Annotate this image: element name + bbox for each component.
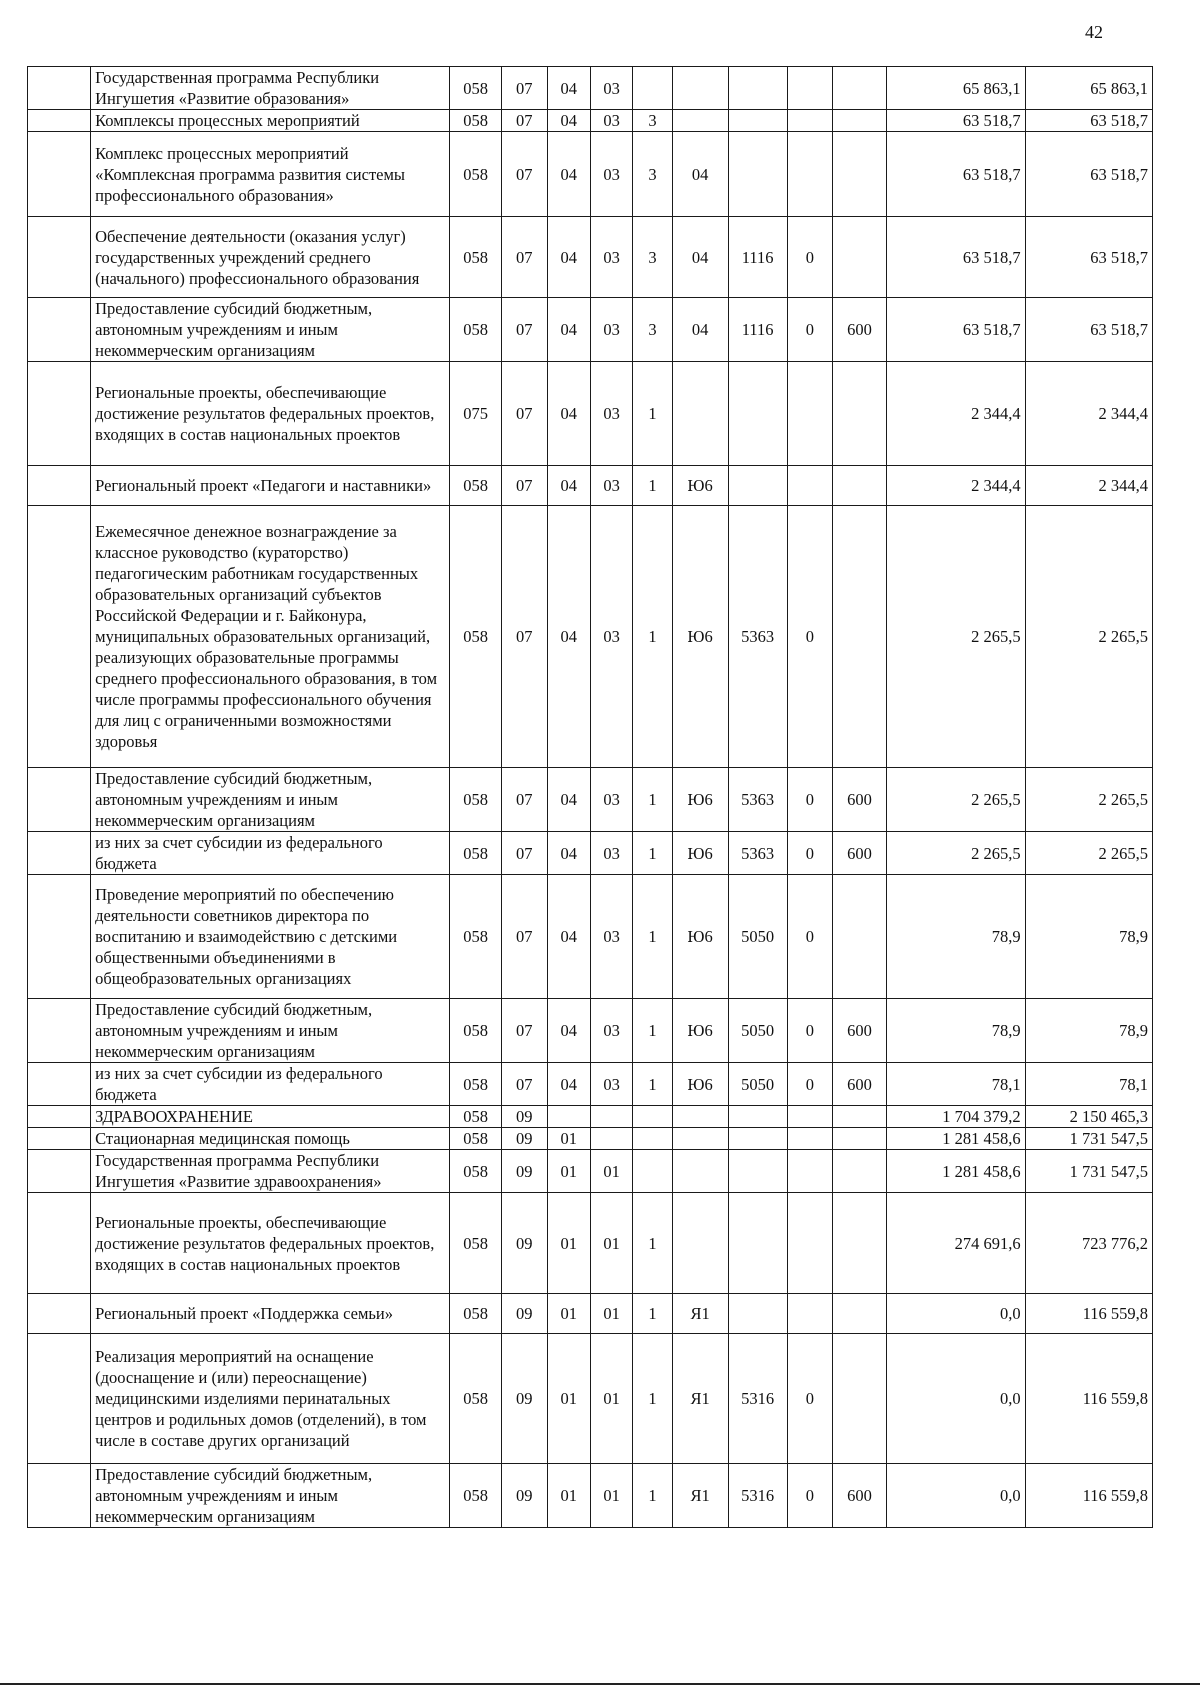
ved-cell: 058 xyxy=(450,1294,502,1334)
page-number: 42 xyxy=(1085,22,1103,42)
p2-cell: 1 xyxy=(633,1294,672,1334)
ved-cell: 058 xyxy=(450,506,502,768)
sum2-cell: 116 559,8 xyxy=(1025,1464,1152,1528)
row-number-cell xyxy=(28,832,91,875)
vr-cell: 600 xyxy=(833,999,887,1063)
p4-cell: 5050 xyxy=(728,999,787,1063)
vr-cell xyxy=(833,217,887,298)
item-name-cell: Предоставление субсидий бюджетным, автономным учреждениям и иным некоммерческим организациям xyxy=(91,768,450,832)
sum1-cell: 78,9 xyxy=(886,875,1025,999)
p5-cell xyxy=(787,110,833,132)
ved-cell: 058 xyxy=(450,466,502,506)
item-name-cell: Предоставление субсидий бюджетным, автономным учреждениям и иным некоммерческим организациям xyxy=(91,1464,450,1528)
sum1-cell: 0,0 xyxy=(886,1334,1025,1464)
row-number-cell xyxy=(28,1150,91,1193)
p1-cell: 03 xyxy=(590,110,632,132)
p5-cell: 0 xyxy=(787,1464,833,1528)
table-row xyxy=(28,67,1153,110)
pr-cell: 01 xyxy=(547,1193,590,1294)
p2-cell: 1 xyxy=(633,1193,672,1294)
p2-cell: 3 xyxy=(633,132,672,217)
p4-cell: 5050 xyxy=(728,875,787,999)
pr-cell: 04 xyxy=(547,362,590,466)
item-name-cell: Региональные проекты, обеспечивающие достижение результатов федеральных проектов, входящих в состав национальных проектов xyxy=(91,1193,450,1294)
p4-cell xyxy=(728,67,787,110)
p3-cell xyxy=(672,1150,728,1193)
p4-cell xyxy=(728,132,787,217)
p1-cell: 03 xyxy=(590,1063,632,1106)
sum1-cell: 2 344,4 xyxy=(886,466,1025,506)
table-row xyxy=(28,1128,1153,1150)
p1-cell xyxy=(590,1128,632,1150)
sum2-cell: 63 518,7 xyxy=(1025,298,1152,362)
ved-cell: 058 xyxy=(450,1106,502,1128)
p4-cell xyxy=(728,466,787,506)
p3-cell xyxy=(672,110,728,132)
sum1-cell: 63 518,7 xyxy=(886,217,1025,298)
pr-cell: 04 xyxy=(547,466,590,506)
table-row xyxy=(28,132,1153,217)
ved-cell: 058 xyxy=(450,832,502,875)
sum2-cell: 116 559,8 xyxy=(1025,1294,1152,1334)
row-number-cell xyxy=(28,1294,91,1334)
row-number-cell xyxy=(28,110,91,132)
ved-cell: 058 xyxy=(450,1193,502,1294)
p5-cell xyxy=(787,466,833,506)
p2-cell xyxy=(633,1150,672,1193)
item-name-cell: Региональные проекты, обеспечивающие достижение результатов федеральных проектов, входящих в состав национальных проектов xyxy=(91,362,450,466)
ved-cell: 058 xyxy=(450,110,502,132)
sum1-cell: 65 863,1 xyxy=(886,67,1025,110)
table-row xyxy=(28,1334,1153,1464)
vr-cell: 600 xyxy=(833,1464,887,1528)
rz-cell: 09 xyxy=(501,1150,547,1193)
p1-cell: 01 xyxy=(590,1334,632,1464)
p4-cell xyxy=(728,110,787,132)
sum2-cell: 1 731 547,5 xyxy=(1025,1128,1152,1150)
table-row xyxy=(28,466,1153,506)
sum2-cell: 2 265,5 xyxy=(1025,506,1152,768)
sum1-cell: 2 265,5 xyxy=(886,832,1025,875)
p4-cell xyxy=(728,1106,787,1128)
p5-cell: 0 xyxy=(787,1063,833,1106)
sum1-cell: 78,1 xyxy=(886,1063,1025,1106)
pr-cell: 04 xyxy=(547,110,590,132)
p1-cell: 03 xyxy=(590,298,632,362)
table-row xyxy=(28,298,1153,362)
rz-cell: 07 xyxy=(501,110,547,132)
sum2-cell: 2 150 465,3 xyxy=(1025,1106,1152,1128)
row-number-cell xyxy=(28,506,91,768)
pr-cell: 01 xyxy=(547,1128,590,1150)
p3-cell: Ю6 xyxy=(672,999,728,1063)
sum2-cell: 63 518,7 xyxy=(1025,110,1152,132)
p5-cell xyxy=(787,67,833,110)
rz-cell: 09 xyxy=(501,1128,547,1150)
pr-cell: 04 xyxy=(547,1063,590,1106)
vr-cell: 600 xyxy=(833,298,887,362)
p3-cell: Ю6 xyxy=(672,875,728,999)
vr-cell: 600 xyxy=(833,1063,887,1106)
pr-cell: 04 xyxy=(547,506,590,768)
vr-cell xyxy=(833,1334,887,1464)
sum1-cell: 1 281 458,6 xyxy=(886,1128,1025,1150)
sum2-cell: 78,9 xyxy=(1025,999,1152,1063)
row-number-cell xyxy=(28,67,91,110)
p2-cell: 1 xyxy=(633,832,672,875)
row-number-cell xyxy=(28,1464,91,1528)
item-name-cell: Предоставление субсидий бюджетным, автономным учреждениям и иным некоммерческим организациям xyxy=(91,999,450,1063)
item-name-cell: Региональный проект «Поддержка семьи» xyxy=(91,1294,450,1334)
budget-table xyxy=(27,66,1153,1528)
rz-cell: 07 xyxy=(501,875,547,999)
item-name-cell: из них за счет субсидии из федерального бюджета xyxy=(91,832,450,875)
p2-cell: 1 xyxy=(633,362,672,466)
p5-cell: 0 xyxy=(787,768,833,832)
item-name-cell: Предоставление субсидий бюджетным, автономным учреждениям и иным некоммерческим организациям xyxy=(91,298,450,362)
sum2-cell: 2 265,5 xyxy=(1025,832,1152,875)
rz-cell: 09 xyxy=(501,1294,547,1334)
item-name-cell: Проведение мероприятий по обеспечению деятельности советников директора по воспитанию и взаимодействию с детскими общественными объединениями в общеобразовательных организациях xyxy=(91,875,450,999)
ved-cell: 058 xyxy=(450,875,502,999)
row-number-cell xyxy=(28,875,91,999)
p2-cell: 1 xyxy=(633,466,672,506)
ved-cell: 075 xyxy=(450,362,502,466)
p4-cell xyxy=(728,1150,787,1193)
table-row xyxy=(28,1193,1153,1294)
rz-cell: 07 xyxy=(501,132,547,217)
rz-cell: 07 xyxy=(501,298,547,362)
row-number-cell xyxy=(28,217,91,298)
rz-cell: 09 xyxy=(501,1193,547,1294)
vr-cell: 600 xyxy=(833,768,887,832)
sum2-cell: 723 776,2 xyxy=(1025,1193,1152,1294)
row-number-cell xyxy=(28,466,91,506)
table-row xyxy=(28,1294,1153,1334)
table-row xyxy=(28,506,1153,768)
vr-cell: 600 xyxy=(833,832,887,875)
pr-cell: 04 xyxy=(547,875,590,999)
rz-cell: 07 xyxy=(501,1063,547,1106)
p3-cell: Я1 xyxy=(672,1464,728,1528)
pr-cell: 01 xyxy=(547,1464,590,1528)
ved-cell: 058 xyxy=(450,1150,502,1193)
p2-cell: 3 xyxy=(633,217,672,298)
table-row xyxy=(28,1464,1153,1528)
sum1-cell: 2 265,5 xyxy=(886,506,1025,768)
table-row xyxy=(28,110,1153,132)
sum2-cell: 78,1 xyxy=(1025,1063,1152,1106)
row-number-cell xyxy=(28,768,91,832)
item-name-cell: Комплекс процессных мероприятий «Комплексная программа развития системы профессионального образования» xyxy=(91,132,450,217)
p1-cell: 01 xyxy=(590,1464,632,1528)
ved-cell: 058 xyxy=(450,1464,502,1528)
rz-cell: 07 xyxy=(501,832,547,875)
p1-cell xyxy=(590,1106,632,1128)
ved-cell: 058 xyxy=(450,132,502,217)
sum2-cell: 78,9 xyxy=(1025,875,1152,999)
row-number-cell xyxy=(28,1334,91,1464)
p1-cell: 03 xyxy=(590,768,632,832)
table-row xyxy=(28,768,1153,832)
p4-cell: 1116 xyxy=(728,217,787,298)
vr-cell xyxy=(833,362,887,466)
p1-cell: 01 xyxy=(590,1193,632,1294)
row-number-cell xyxy=(28,298,91,362)
row-number-cell xyxy=(28,1063,91,1106)
p4-cell: 1116 xyxy=(728,298,787,362)
p4-cell xyxy=(728,1193,787,1294)
p4-cell: 5363 xyxy=(728,506,787,768)
p5-cell xyxy=(787,362,833,466)
p5-cell: 0 xyxy=(787,999,833,1063)
item-name-cell: Реализация мероприятий на оснащение (дооснащение и (или) переоснащение) медицинскими изделиями перинатальных центров и родильных домов (отделений), в том числе в составе других организаций xyxy=(91,1334,450,1464)
vr-cell xyxy=(833,1150,887,1193)
p4-cell xyxy=(728,1128,787,1150)
p4-cell: 5363 xyxy=(728,768,787,832)
p5-cell: 0 xyxy=(787,298,833,362)
item-name-cell: Государственная программа Республики Ингушетия «Развитие образования» xyxy=(91,67,450,110)
p3-cell: 04 xyxy=(672,132,728,217)
p2-cell: 1 xyxy=(633,875,672,999)
pr-cell: 04 xyxy=(547,132,590,217)
p1-cell: 01 xyxy=(590,1150,632,1193)
pr-cell: 04 xyxy=(547,217,590,298)
sum2-cell: 1 731 547,5 xyxy=(1025,1150,1152,1193)
table-row xyxy=(28,832,1153,875)
sum1-cell: 0,0 xyxy=(886,1464,1025,1528)
p4-cell: 5050 xyxy=(728,1063,787,1106)
p1-cell: 03 xyxy=(590,67,632,110)
sum2-cell: 2 344,4 xyxy=(1025,466,1152,506)
sum1-cell: 2 265,5 xyxy=(886,768,1025,832)
sum1-cell: 78,9 xyxy=(886,999,1025,1063)
table-row xyxy=(28,1063,1153,1106)
row-number-cell xyxy=(28,1193,91,1294)
p2-cell xyxy=(633,67,672,110)
p3-cell xyxy=(672,67,728,110)
rz-cell: 07 xyxy=(501,768,547,832)
p4-cell xyxy=(728,362,787,466)
row-number-cell xyxy=(28,1106,91,1128)
sum1-cell: 2 344,4 xyxy=(886,362,1025,466)
pr-cell: 04 xyxy=(547,999,590,1063)
item-name-cell: Обеспечение деятельности (оказания услуг) государственных учреждений среднего (начального) профессионального образования xyxy=(91,217,450,298)
rz-cell: 07 xyxy=(501,67,547,110)
rz-cell: 09 xyxy=(501,1334,547,1464)
p5-cell xyxy=(787,1294,833,1334)
vr-cell xyxy=(833,1294,887,1334)
item-name-cell: из них за счет субсидии из федерального бюджета xyxy=(91,1063,450,1106)
p5-cell xyxy=(787,1128,833,1150)
p1-cell: 03 xyxy=(590,506,632,768)
rz-cell: 07 xyxy=(501,217,547,298)
sum1-cell: 274 691,6 xyxy=(886,1193,1025,1294)
sum1-cell: 63 518,7 xyxy=(886,298,1025,362)
p3-cell: Я1 xyxy=(672,1334,728,1464)
sum1-cell: 0,0 xyxy=(886,1294,1025,1334)
ved-cell: 058 xyxy=(450,1063,502,1106)
p3-cell: Ю6 xyxy=(672,1063,728,1106)
table-row xyxy=(28,875,1153,999)
row-number-cell xyxy=(28,1128,91,1150)
ved-cell: 058 xyxy=(450,768,502,832)
p2-cell: 1 xyxy=(633,1063,672,1106)
ved-cell: 058 xyxy=(450,298,502,362)
p3-cell: Ю6 xyxy=(672,832,728,875)
table-row xyxy=(28,1150,1153,1193)
p5-cell xyxy=(787,1150,833,1193)
p3-cell xyxy=(672,1106,728,1128)
ved-cell: 058 xyxy=(450,1128,502,1150)
p2-cell: 1 xyxy=(633,506,672,768)
p1-cell: 03 xyxy=(590,875,632,999)
p1-cell: 03 xyxy=(590,132,632,217)
row-number-cell xyxy=(28,362,91,466)
vr-cell xyxy=(833,506,887,768)
sum2-cell: 63 518,7 xyxy=(1025,217,1152,298)
rz-cell: 07 xyxy=(501,362,547,466)
sum2-cell: 65 863,1 xyxy=(1025,67,1152,110)
item-name-cell: Комплексы процессных мероприятий xyxy=(91,110,450,132)
p4-cell: 5316 xyxy=(728,1464,787,1528)
rz-cell: 07 xyxy=(501,466,547,506)
item-name-cell: ЗДРАВООХРАНЕНИЕ xyxy=(91,1106,450,1128)
ved-cell: 058 xyxy=(450,1334,502,1464)
p5-cell xyxy=(787,1106,833,1128)
p5-cell: 0 xyxy=(787,1334,833,1464)
table-row xyxy=(28,362,1153,466)
p2-cell: 3 xyxy=(633,110,672,132)
p5-cell xyxy=(787,132,833,217)
p3-cell xyxy=(672,1193,728,1294)
p1-cell: 03 xyxy=(590,466,632,506)
ved-cell: 058 xyxy=(450,999,502,1063)
p1-cell: 03 xyxy=(590,362,632,466)
p2-cell: 1 xyxy=(633,1464,672,1528)
ved-cell: 058 xyxy=(450,67,502,110)
row-number-cell xyxy=(28,132,91,217)
p5-cell xyxy=(787,1193,833,1294)
p2-cell xyxy=(633,1106,672,1128)
item-name-cell: Региональный проект «Педагоги и наставники» xyxy=(91,466,450,506)
p1-cell: 03 xyxy=(590,999,632,1063)
p1-cell: 03 xyxy=(590,832,632,875)
pr-cell: 04 xyxy=(547,768,590,832)
rz-cell: 09 xyxy=(501,1464,547,1528)
p1-cell: 01 xyxy=(590,1294,632,1334)
p2-cell: 1 xyxy=(633,768,672,832)
vr-cell xyxy=(833,110,887,132)
p5-cell: 0 xyxy=(787,832,833,875)
row-number-cell xyxy=(28,999,91,1063)
sum2-cell: 2 265,5 xyxy=(1025,768,1152,832)
p3-cell xyxy=(672,362,728,466)
item-name-cell: Ежемесячное денежное вознаграждение за классное руководство (кураторство) педагогическим работникам государственных образовательных организаций субъектов Российской Федерации и г. Байконура, муниципальных образовательных организаций, реализующих образовательные программы среднего профессионального образования, в том числе программы профессионального обучения для лиц с ограниченными возможностями здоровья xyxy=(91,506,450,768)
p2-cell xyxy=(633,1128,672,1150)
p5-cell: 0 xyxy=(787,875,833,999)
p3-cell: Ю6 xyxy=(672,768,728,832)
p3-cell: 04 xyxy=(672,298,728,362)
pr-cell: 04 xyxy=(547,832,590,875)
sum1-cell: 63 518,7 xyxy=(886,110,1025,132)
sum1-cell: 1 281 458,6 xyxy=(886,1150,1025,1193)
sum1-cell: 1 704 379,2 xyxy=(886,1106,1025,1128)
table-row xyxy=(28,217,1153,298)
p3-cell: Я1 xyxy=(672,1294,728,1334)
vr-cell xyxy=(833,466,887,506)
vr-cell xyxy=(833,1106,887,1128)
sum1-cell: 63 518,7 xyxy=(886,132,1025,217)
pr-cell: 01 xyxy=(547,1150,590,1193)
ved-cell: 058 xyxy=(450,217,502,298)
sum2-cell: 116 559,8 xyxy=(1025,1334,1152,1464)
table-row xyxy=(28,1106,1153,1128)
vr-cell xyxy=(833,1128,887,1150)
pr-cell: 04 xyxy=(547,67,590,110)
table-row xyxy=(28,999,1153,1063)
vr-cell xyxy=(833,1193,887,1294)
item-name-cell: Стационарная медицинская помощь xyxy=(91,1128,450,1150)
sum2-cell: 2 344,4 xyxy=(1025,362,1152,466)
pr-cell: 01 xyxy=(547,1294,590,1334)
p3-cell: 04 xyxy=(672,217,728,298)
p3-cell xyxy=(672,1128,728,1150)
vr-cell xyxy=(833,875,887,999)
p4-cell: 5316 xyxy=(728,1334,787,1464)
p2-cell: 3 xyxy=(633,298,672,362)
p5-cell: 0 xyxy=(787,217,833,298)
p2-cell: 1 xyxy=(633,1334,672,1464)
rz-cell: 09 xyxy=(501,1106,547,1128)
item-name-cell: Государственная программа Республики Ингушетия «Развитие здравоохранения» xyxy=(91,1150,450,1193)
p1-cell: 03 xyxy=(590,217,632,298)
scan-edge-line xyxy=(0,1683,1200,1685)
p4-cell: 5363 xyxy=(728,832,787,875)
p3-cell: Ю6 xyxy=(672,466,728,506)
sum2-cell: 63 518,7 xyxy=(1025,132,1152,217)
p4-cell xyxy=(728,1294,787,1334)
p3-cell: Ю6 xyxy=(672,506,728,768)
p5-cell: 0 xyxy=(787,506,833,768)
pr-cell xyxy=(547,1106,590,1128)
rz-cell: 07 xyxy=(501,506,547,768)
pr-cell: 01 xyxy=(547,1334,590,1464)
pr-cell: 04 xyxy=(547,298,590,362)
rz-cell: 07 xyxy=(501,999,547,1063)
vr-cell xyxy=(833,67,887,110)
vr-cell xyxy=(833,132,887,217)
p2-cell: 1 xyxy=(633,999,672,1063)
